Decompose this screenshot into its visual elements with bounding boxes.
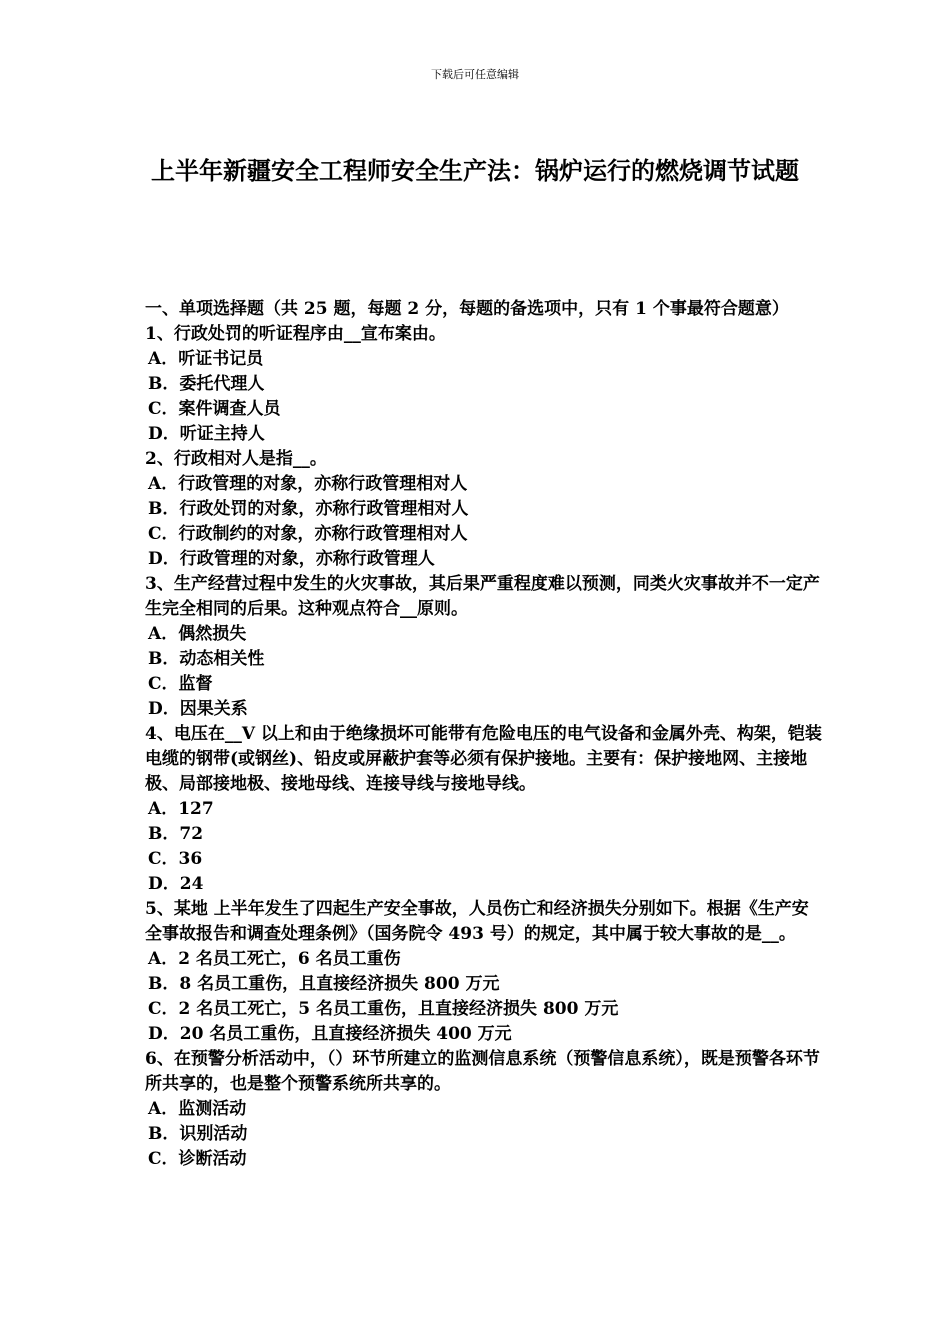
option-a: A．听证书记员 (148, 349, 264, 369)
question-2 (145, 447, 825, 572)
question-1 (145, 322, 825, 447)
question-6 (145, 1047, 825, 1172)
option-d: D．因果关系 (148, 699, 248, 719)
option-b: B．72 (148, 824, 204, 844)
option-a: A．监测活动 (148, 1099, 247, 1119)
document-body (145, 297, 825, 1172)
option-d: D．20 名员工重伤，且直接经济损失 400 万元 (148, 1024, 512, 1044)
question-stem: 1、行政处罚的听证程序由__宣布案由。 (145, 324, 446, 344)
option-a: A．2 名员工死亡，6 名员工重伤 (148, 949, 401, 969)
question-stem: 5、某地 上半年发生了四起生产安全事故，人员伤亡和经济损失分别如下。根据《生产安全事故报告和调查处理条例》（国务院令 493 号）的规定，其中属于较大事故的是__。 (145, 899, 809, 944)
option-c: C．行政制约的对象，亦称行政管理相对人 (148, 524, 468, 544)
section-heading: 一、单项选择题（共 25 题，每题 2 分，每题的备选项中，只有 1 个事最符合题意） (145, 299, 789, 319)
option-c: C．案件调查人员 (148, 399, 281, 419)
option-c: C．诊断活动 (148, 1149, 247, 1169)
question-5 (145, 897, 825, 1047)
option-c: C．监督 (148, 674, 213, 694)
option-b: B．8 名员工重伤，且直接经济损失 800 万元 (148, 974, 500, 994)
option-b: B．识别活动 (148, 1124, 248, 1144)
option-c: C．2 名员工死亡，5 名员工重伤，且直接经济损失 800 万元 (148, 999, 619, 1019)
option-a: A．127 (148, 799, 214, 819)
question-stem: 6、在预警分析活动中，（）环节所建立的监测信息系统（预警信息系统），既是预警各环节所共享的，也是整个预警系统所共享的。 (145, 1049, 820, 1094)
question-stem: 3、生产经营过程中发生的火灾事故，其后果严重程度难以预测，同类火灾事故并不一定产生完全相同的后果。这种观点符合__原则。 (145, 574, 820, 619)
option-b: B．委托代理人 (148, 374, 265, 394)
question-4 (145, 722, 825, 897)
option-c: C．36 (148, 849, 203, 869)
option-b: B．行政处罚的对象，亦称行政管理相对人 (148, 499, 469, 519)
option-d: D．听证主持人 (148, 424, 265, 444)
page-title: 上半年新疆安全工程师安全生产法：锅炉运行的燃烧调节试题 (151, 156, 799, 185)
question-stem: 4、电压在__V 以上和由于绝缘损坏可能带有危险电压的电气设备和金属外壳、构架，铠装电缆的钢带(或钢丝)、铅皮或屏蔽护套等必须有保护接地。主要有：保护接地网、主接地极、局部接地极、接地母线、连接导线与接地导线。 (145, 724, 822, 794)
option-d: D．24 (148, 874, 204, 894)
question-3 (145, 572, 825, 722)
option-a: A．偶然损失 (148, 624, 247, 644)
option-d: D．行政管理的对象，亦称行政管理人 (148, 549, 435, 569)
option-b: B．动态相关性 (148, 649, 265, 669)
option-a: A．行政管理的对象，亦称行政管理相对人 (148, 474, 468, 494)
header-note: 下载后可任意编辑 (431, 68, 519, 81)
question-stem: 2、行政相对人是指__。 (145, 449, 327, 469)
